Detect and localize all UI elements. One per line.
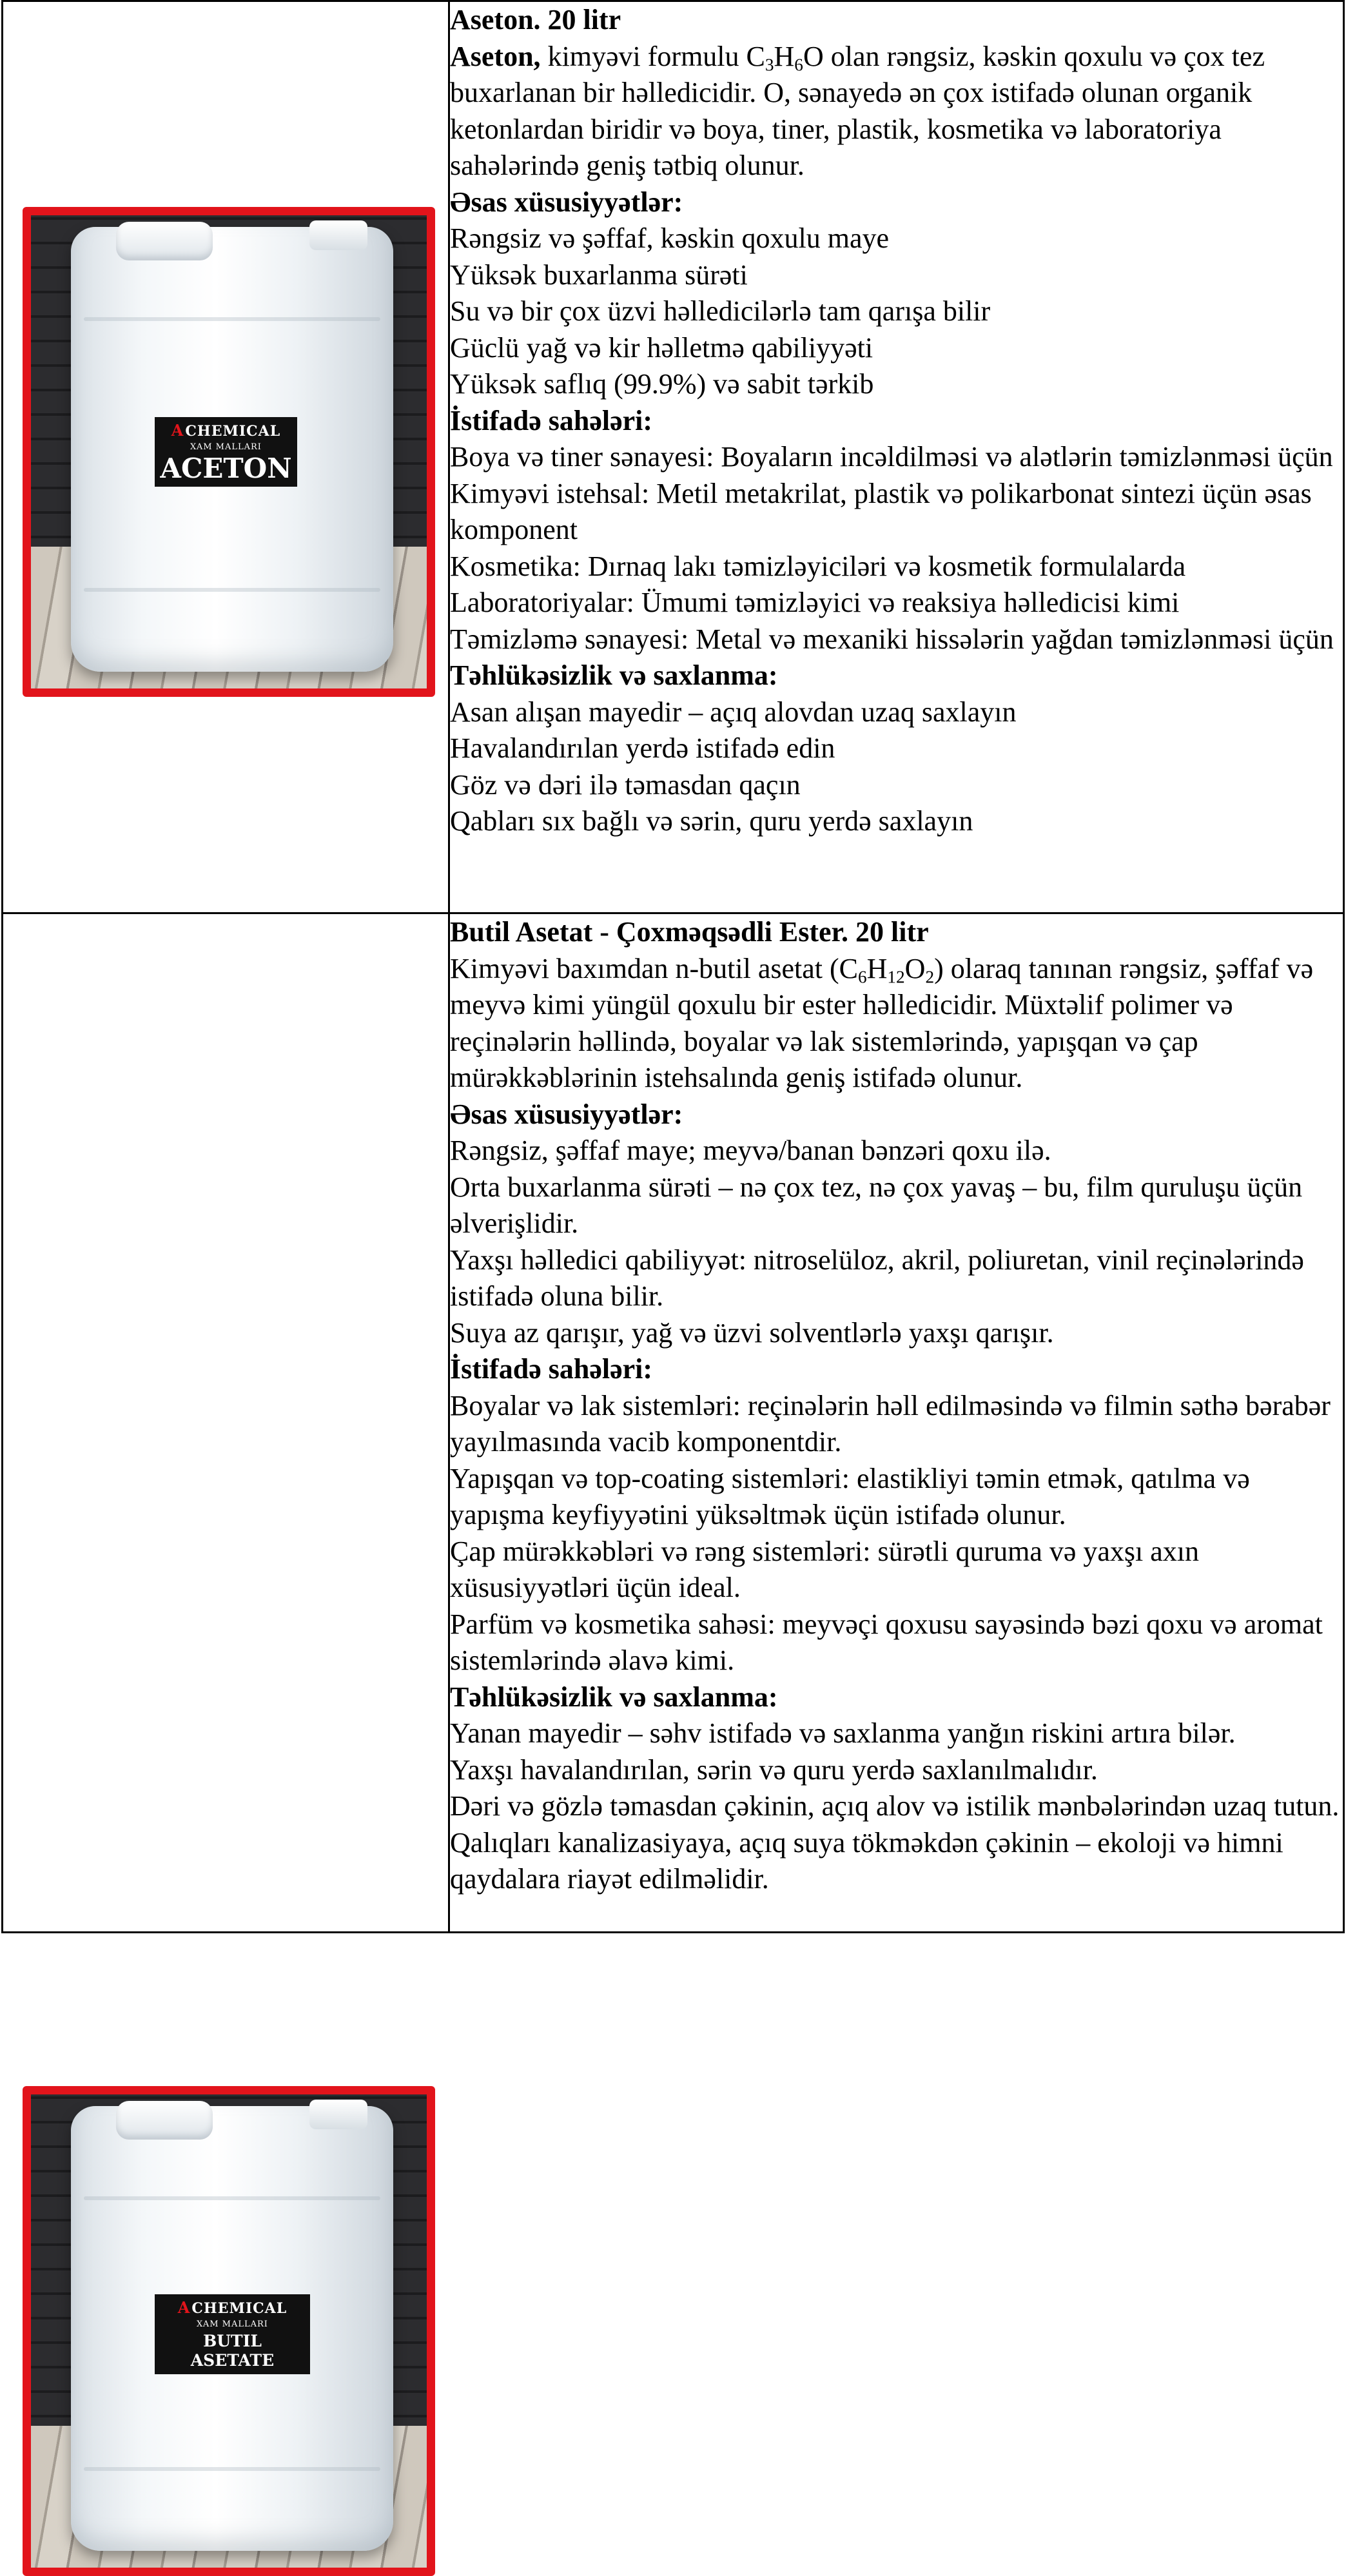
uses-item: Yapışqan və top-coating sistemləri: elastikliyi təmin etmək, qatılma və yapışma keyfiyyətini yüksəltmək üçün istifadə olunur.: [450, 1462, 1250, 1530]
product-label: ACHEMICAL XAM MALLARI ACETON: [155, 417, 297, 487]
features-list: [450, 220, 1343, 403]
product-photo: [23, 207, 435, 697]
safety-item: Yanan mayedir – səhv istifadə və saxlanma yanğın riskini artıra bilər.: [450, 1717, 1236, 1749]
chemical-logo-icon: A: [171, 421, 184, 440]
features-item: Su və bir çox üzvi həlledicilərlə tam qarışa bilir: [450, 295, 991, 327]
features-item: Rəngsiz, şəffaf maye; meyvə/banan bənzəri qoxu ilə.: [450, 1135, 1051, 1166]
uses-item: Boya və tiner sənayesi: Boyaların incəldilməsi və alətlərin təmizlənməsi üçün: [450, 441, 1333, 473]
product-image-cell: [3, 1, 449, 913]
product-title: Aseton. 20 litr: [450, 4, 621, 35]
product-title: Butil Asetat - Çoxməqsədli Ester. 20 litr: [450, 916, 929, 948]
uses-heading: İstifadə sahələri:: [450, 404, 653, 436]
features-item: Orta buxarlanma sürəti – nə çox tez, nə çox yavaş – bu, film quruluşu üçün əlverişlidir.: [450, 1171, 1303, 1239]
safety-heading: Təhlükəsizlik və saxlanma:: [450, 1681, 778, 1713]
safety-item: Göz və dəri ilə təmasdan qaçın: [450, 768, 801, 801]
uses-item: Boyalar və lak sistemləri: reçinələrin həll edilməsində və filmin səthə bərabər yayılmasında vacib komponentdir.: [450, 1389, 1331, 1458]
product-image-cell: [3, 913, 449, 2370]
features-item: Yüksək buxarlanma sürəti: [450, 259, 748, 291]
safety-item: Yaxşı havalandırılan, sərin və quru yerdə saxlanılmalıdır.: [450, 1753, 1098, 1786]
safety-heading: Təhlükəsizlik və saxlanma:: [450, 659, 778, 691]
uses-list: [450, 1388, 1343, 1679]
product-label: ACHEMICAL XAM MALLARI BUTIL ASETATE: [155, 2294, 310, 2374]
product-photo: [23, 2086, 435, 2576]
safety-item: Dəri və gözlə təmasdan çəkinin, açıq alov və istilik mənbələrindən uzaq tutun.: [450, 1790, 1340, 1822]
features-heading: Əsas xüsusiyyətlər:: [450, 1098, 683, 1130]
uses-item: Parfüm və kosmetika sahəsi: meyvəçi qoxusu sayəsində bəzi qoxu və aromat sistemlərində əlavə kimi.: [450, 1608, 1323, 1676]
product-table: [1, 0, 1345, 2370]
features-item: Yüksək saflıq (99.9%) və sabit tərkib: [450, 368, 874, 400]
uses-item: Kimyəvi istehsal: Metil metakrilat, plastik və polikarbonat sintezi üçün əsas komponent: [450, 477, 1312, 545]
safety-item: Havalandırılan yerdə istifadə edin: [450, 732, 835, 764]
features-item: Suya az qarışır, yağ və üzvi solventlərlə yaxşı qarışır.: [450, 1316, 1054, 1349]
features-heading: Əsas xüsusiyyətlər:: [450, 186, 683, 218]
product-intro: Kimyəvi baxımdan n-butil asetat $(C_6H_{12}O_2)$ olaraq tanınan rəngsiz, şəffaf və meyvə kimi yüngül qoxulu bir ester həlledicidir. Müxtəlif polimer və reçinələrin həllində, boyalar və lak sistemlərində, yapışqan və çap mürəkkəblərinin istehsalında geniş istifadə olunur.: [450, 952, 1314, 1093]
uses-heading: İstifadə sahələri:: [450, 1353, 653, 1385]
features-item: Rəngsiz və şəffaf, kəskin qoxulu maye: [450, 222, 890, 254]
safety-item: Asan alışan mayedir – açıq alovdan uzaq saxlayın: [450, 696, 1017, 728]
features-list: [450, 1133, 1343, 1351]
features-item: Yaxşı həlledici qabiliyyət: nitroselüloz, akril, poliuretan, vinil reçinələrində istifadə oluna bilir.: [450, 1244, 1304, 1312]
safety-list: [450, 694, 1343, 840]
product-row: [3, 1, 1344, 913]
uses-item: Çap mürəkkəbləri və rəng sistemləri: sürətli quruma və yaxşı axın xüsusiyyətləri üçün ideal.: [450, 1535, 1200, 1603]
uses-item: Kosmetika: Dırnaq lakı təmizləyiciləri və kosmetik formulalarda: [450, 550, 1186, 582]
safety-list: [450, 1715, 1343, 1898]
uses-list: [450, 439, 1343, 658]
canister-image: [71, 2106, 393, 2551]
uses-item: Təmizləmə sənayesi: Metal və mexaniki hissələrin yağdan təmizlənməsi üçün: [450, 623, 1334, 655]
product-intro: Aseton, kimyəvi formulu $C_3H_6O$ olan rəngsiz, kəskin qoxulu və çox tez buxarlanan bir həlledicidir. O, sənayedə ən çox istifadə olunan organik ketonlardan biridir və boya, tiner, plastik, kosmetika və laboratoriya sahələrində geniş tətbiq olunur.: [450, 40, 1265, 181]
uses-item: Laboratoriyalar: Ümumi təmizləyici və reaksiya həlledicisi kimi: [450, 587, 1180, 618]
product-description-cell: [449, 1, 1344, 913]
features-item: Güclü yağ və kir həlletmə qabiliyyəti: [450, 331, 873, 364]
safety-item: Qalıqları kanalizasiyaya, açıq suya tökməkdən çəkinin – ekoloji və himni qaydalara riayət edilməlidir.: [450, 1826, 1283, 1895]
chemical-logo-icon: A: [177, 2298, 191, 2317]
safety-item: Qabları sıx bağlı və sərin, quru yerdə saxlayın: [450, 805, 973, 837]
product-row: [3, 913, 1344, 1933]
canister-image: [71, 227, 393, 672]
product-description-cell: [449, 913, 1344, 1933]
